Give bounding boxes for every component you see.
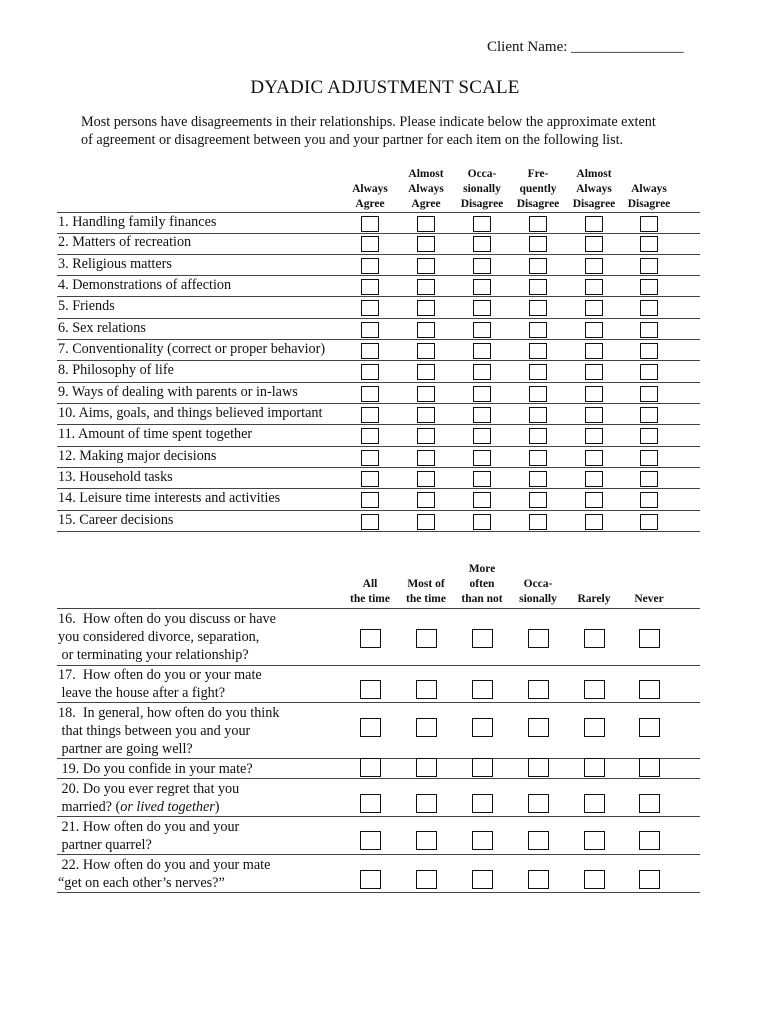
frequency-item-row (57, 855, 700, 893)
response-checkbox[interactable] (472, 680, 493, 699)
agreement-item-row (57, 255, 700, 276)
frequency-column-header (450, 562, 514, 607)
response-checkbox[interactable] (585, 364, 603, 380)
response-checkbox[interactable] (417, 279, 435, 295)
response-checkbox[interactable] (417, 343, 435, 359)
response-checkbox[interactable] (640, 514, 658, 530)
frequency-item-row (57, 759, 700, 779)
agreement-item-row (57, 361, 700, 382)
agreement-item-row (57, 404, 700, 425)
response-checkbox[interactable] (585, 322, 603, 338)
item-label-line: 18. In general, how often do you think (58, 705, 280, 721)
response-checkbox[interactable] (529, 300, 547, 316)
frequency-item-row (57, 703, 700, 759)
column-header-line (506, 562, 570, 577)
response-checkbox[interactable] (360, 629, 381, 648)
column-header-line: Agree (355, 198, 385, 210)
column-header-line: Always (631, 183, 667, 195)
response-checkbox[interactable] (416, 794, 437, 813)
response-checkbox[interactable] (528, 870, 549, 889)
response-checkbox[interactable] (473, 450, 491, 466)
response-checkbox[interactable] (417, 407, 435, 423)
response-checkbox[interactable] (417, 450, 435, 466)
column-header-line: the time (406, 593, 446, 605)
frequency-item-row (57, 665, 700, 703)
item-label: 12. Making major decisions (58, 447, 217, 464)
agreement-item-row (57, 425, 700, 446)
response-checkbox[interactable] (417, 216, 435, 232)
response-checkbox[interactable] (473, 300, 491, 316)
column-header-line: Disagree (516, 198, 560, 210)
response-checkbox[interactable] (528, 629, 549, 648)
item-label-line: partner are going well? (58, 741, 193, 757)
frequency-column-header (617, 562, 681, 607)
page-title: DYADIC ADJUSTMENT SCALE (250, 77, 520, 98)
response-checkbox[interactable] (584, 718, 605, 737)
response-checkbox[interactable] (473, 514, 491, 530)
item-label-line: married? (or lived together) (58, 799, 220, 815)
item-label: 10. Aims, goals, and things believed important (58, 404, 323, 421)
item-label: 8. Philosophy of life (58, 362, 174, 379)
response-checkbox[interactable] (361, 216, 379, 232)
response-checkbox[interactable] (529, 407, 547, 423)
response-checkbox[interactable] (360, 831, 381, 850)
item-label: 5. Friends (58, 298, 115, 315)
response-checkbox[interactable] (361, 236, 379, 252)
response-checkbox[interactable] (361, 343, 379, 359)
response-checkbox[interactable] (585, 343, 603, 359)
response-checkbox[interactable] (585, 300, 603, 316)
item-label-line: or terminating your relationship? (58, 647, 249, 663)
response-checkbox[interactable] (639, 758, 660, 777)
response-checkbox[interactable] (640, 322, 658, 338)
response-checkbox[interactable] (472, 758, 493, 777)
response-checkbox[interactable] (360, 718, 381, 737)
response-checkbox[interactable] (585, 514, 603, 530)
agreement-column-header (338, 167, 402, 212)
item-label: 13. Household tasks (58, 468, 173, 485)
response-checkbox[interactable] (473, 258, 491, 274)
response-checkbox[interactable] (639, 718, 660, 737)
response-checkbox[interactable] (640, 364, 658, 380)
response-checkbox[interactable] (640, 343, 658, 359)
column-header-line: Always (408, 183, 444, 195)
column-header-line: Almost (576, 168, 612, 180)
response-checkbox[interactable] (361, 258, 379, 274)
response-checkbox[interactable] (473, 386, 491, 402)
response-checkbox[interactable] (640, 258, 658, 274)
column-header-line: All (362, 578, 378, 590)
response-checkbox[interactable] (639, 794, 660, 813)
response-checkbox[interactable] (585, 471, 603, 487)
client-name-field[interactable]: Client Name: _______________ (487, 39, 684, 55)
item-label: 9. Ways of dealing with parents or in-laws (58, 383, 298, 400)
response-checkbox[interactable] (473, 407, 491, 423)
response-checkbox[interactable] (639, 629, 660, 648)
response-checkbox[interactable] (361, 514, 379, 530)
response-checkbox[interactable] (360, 870, 381, 889)
agreement-column-header (450, 167, 514, 212)
frequency-column-header (394, 562, 458, 607)
agreement-item-row (57, 276, 700, 297)
item-label: 15. Career decisions (58, 511, 174, 528)
response-checkbox[interactable] (584, 870, 605, 889)
response-checkbox[interactable] (361, 471, 379, 487)
column-header-line: Always (576, 183, 612, 195)
response-checkbox[interactable] (417, 258, 435, 274)
response-checkbox[interactable] (585, 258, 603, 274)
response-checkbox[interactable] (585, 236, 603, 252)
agreement-item-row (57, 233, 700, 254)
response-checkbox[interactable] (584, 831, 605, 850)
agreement-column-header (506, 167, 570, 212)
intro-line-1: Most persons have disagreements in their relationships. Please indicate below the approximate extent (81, 114, 656, 130)
agreement-item-row (57, 383, 700, 404)
item-label: 14. Leisure time interests and activities (58, 490, 281, 507)
frequency-item-row (57, 608, 700, 666)
response-checkbox[interactable] (473, 471, 491, 487)
column-header-line: Agree (411, 198, 441, 210)
response-checkbox[interactable] (361, 386, 379, 402)
column-header-line: Disagree (627, 198, 671, 210)
response-checkbox[interactable] (529, 216, 547, 232)
column-header-line (338, 562, 402, 577)
item-label-line: 19. Do you confide in your mate? (58, 761, 253, 777)
response-checkbox[interactable] (529, 258, 547, 274)
response-checkbox[interactable] (473, 236, 491, 252)
column-header-line: Occa- (523, 578, 553, 590)
response-checkbox[interactable] (417, 364, 435, 380)
response-checkbox[interactable] (361, 428, 379, 444)
item-label: 2. Matters of recreation (58, 234, 192, 251)
column-header-line: Never (634, 593, 664, 605)
response-checkbox[interactable] (529, 428, 547, 444)
response-checkbox[interactable] (473, 492, 491, 508)
response-checkbox[interactable] (472, 831, 493, 850)
response-checkbox[interactable] (640, 216, 658, 232)
response-checkbox[interactable] (529, 279, 547, 295)
item-label: 7. Conventionality (correct or proper behavior) (58, 340, 326, 357)
response-checkbox[interactable] (361, 364, 379, 380)
column-header-line (338, 167, 402, 182)
response-checkbox[interactable] (640, 471, 658, 487)
response-checkbox[interactable] (529, 492, 547, 508)
response-checkbox[interactable] (584, 680, 605, 699)
response-checkbox[interactable] (361, 322, 379, 338)
response-checkbox[interactable] (472, 629, 493, 648)
item-label-line: leave the house after a fight? (58, 685, 226, 701)
response-checkbox[interactable] (473, 279, 491, 295)
response-checkbox[interactable] (417, 471, 435, 487)
response-checkbox[interactable] (640, 450, 658, 466)
response-checkbox[interactable] (416, 758, 437, 777)
response-checkbox[interactable] (417, 236, 435, 252)
item-label-line: partner quarrel? (58, 837, 152, 853)
response-checkbox[interactable] (472, 794, 493, 813)
item-label-line: that things between you and your (58, 723, 251, 739)
response-checkbox[interactable] (585, 407, 603, 423)
column-header-line: than not (461, 593, 503, 605)
column-header-line: sionally (519, 593, 557, 605)
response-checkbox[interactable] (529, 386, 547, 402)
item-label-line: “get on each other’s nerves?” (58, 875, 225, 891)
response-checkbox[interactable] (416, 718, 437, 737)
response-checkbox[interactable] (640, 279, 658, 295)
response-checkbox[interactable] (528, 831, 549, 850)
column-header-line: More (468, 563, 496, 575)
column-header-line (617, 577, 681, 592)
item-label-line: 20. Do you ever regret that you (58, 781, 240, 797)
response-checkbox[interactable] (528, 718, 549, 737)
column-header-line: Most of (407, 578, 445, 590)
response-checkbox[interactable] (529, 322, 547, 338)
column-header-line: the time (350, 593, 390, 605)
item-label-line: 16. How often do you discuss or have (58, 611, 276, 627)
response-checkbox[interactable] (360, 680, 381, 699)
item-label-line: 21. How often do you and your (58, 819, 240, 835)
response-checkbox[interactable] (416, 680, 437, 699)
response-checkbox[interactable] (584, 758, 605, 777)
response-checkbox[interactable] (473, 343, 491, 359)
agreement-item-row (57, 319, 700, 340)
column-header-line (617, 562, 681, 577)
response-checkbox[interactable] (529, 364, 547, 380)
response-checkbox[interactable] (640, 407, 658, 423)
response-checkbox[interactable] (360, 758, 381, 777)
column-header-line (617, 167, 681, 182)
response-checkbox[interactable] (473, 428, 491, 444)
response-checkbox[interactable] (640, 386, 658, 402)
response-checkbox[interactable] (639, 831, 660, 850)
response-checkbox[interactable] (473, 364, 491, 380)
agreement-item-row (57, 340, 700, 361)
response-checkbox[interactable] (529, 514, 547, 530)
column-header-line: quently (519, 183, 557, 195)
response-checkbox[interactable] (529, 343, 547, 359)
agreement-column-header (617, 167, 681, 212)
frequency-column-header (338, 562, 402, 607)
column-header-line: often (469, 578, 495, 590)
agreement-item-row (57, 447, 700, 468)
response-checkbox[interactable] (584, 629, 605, 648)
response-checkbox[interactable] (361, 279, 379, 295)
column-header-line: sionally (463, 183, 501, 195)
response-checkbox[interactable] (640, 428, 658, 444)
response-checkbox[interactable] (473, 322, 491, 338)
item-label-line: 17. How often do you or your mate (58, 667, 262, 683)
frequency-item-row (57, 779, 700, 817)
response-checkbox[interactable] (640, 300, 658, 316)
response-checkbox[interactable] (528, 680, 549, 699)
item-label: 1. Handling family finances (58, 214, 217, 230)
frequency-item-row (57, 817, 700, 855)
response-checkbox[interactable] (529, 450, 547, 466)
response-checkbox[interactable] (361, 492, 379, 508)
agreement-item-row (57, 212, 700, 234)
response-checkbox[interactable] (529, 236, 547, 252)
response-checkbox[interactable] (417, 322, 435, 338)
item-label-line: 22. How often do you and your mate (58, 857, 271, 873)
column-header-line: Disagree (460, 198, 504, 210)
response-checkbox[interactable] (472, 870, 493, 889)
response-checkbox[interactable] (640, 492, 658, 508)
response-checkbox[interactable] (585, 450, 603, 466)
response-checkbox[interactable] (361, 407, 379, 423)
response-checkbox[interactable] (585, 386, 603, 402)
response-checkbox[interactable] (417, 428, 435, 444)
response-checkbox[interactable] (417, 492, 435, 508)
frequency-column-header (506, 562, 570, 607)
column-header-line: Fre- (527, 168, 549, 180)
item-label: 4. Demonstrations of affection (58, 276, 232, 293)
intro-line-2: of agreement or disagreement between you and your partner for each item on the following list. (81, 132, 624, 148)
response-checkbox[interactable] (416, 870, 437, 889)
response-checkbox[interactable] (473, 216, 491, 232)
response-checkbox[interactable] (584, 794, 605, 813)
response-checkbox[interactable] (361, 300, 379, 316)
column-header-line: Always (352, 183, 388, 195)
response-checkbox[interactable] (417, 300, 435, 316)
response-checkbox[interactable] (417, 386, 435, 402)
item-label: 6. Sex relations (58, 319, 146, 336)
response-checkbox[interactable] (361, 450, 379, 466)
column-header-line (394, 562, 458, 577)
response-checkbox[interactable] (585, 216, 603, 232)
response-checkbox[interactable] (528, 794, 549, 813)
response-checkbox[interactable] (585, 492, 603, 508)
response-checkbox[interactable] (529, 471, 547, 487)
response-checkbox[interactable] (640, 236, 658, 252)
response-checkbox[interactable] (417, 514, 435, 530)
item-label: 3. Religious matters (58, 255, 172, 272)
item-label-line: you considered divorce, separation, (58, 629, 260, 645)
column-header-line: Rarely (577, 593, 611, 605)
response-checkbox[interactable] (585, 428, 603, 444)
agreement-item-row (57, 489, 700, 510)
response-checkbox[interactable] (639, 680, 660, 699)
column-header-line: Occa- (467, 168, 497, 180)
response-checkbox[interactable] (416, 629, 437, 648)
agreement-item-row (57, 511, 700, 532)
response-checkbox[interactable] (416, 831, 437, 850)
agreement-item-row (57, 297, 700, 318)
response-checkbox[interactable] (360, 794, 381, 813)
agreement-item-row (57, 468, 700, 489)
response-checkbox[interactable] (639, 870, 660, 889)
item-label: 11. Amount of time spent together (58, 426, 253, 443)
column-header-line: Disagree (572, 198, 616, 210)
response-checkbox[interactable] (472, 718, 493, 737)
response-checkbox[interactable] (528, 758, 549, 777)
agreement-column-header (394, 167, 458, 212)
column-header-line: Almost (408, 168, 444, 180)
response-checkbox[interactable] (585, 279, 603, 295)
